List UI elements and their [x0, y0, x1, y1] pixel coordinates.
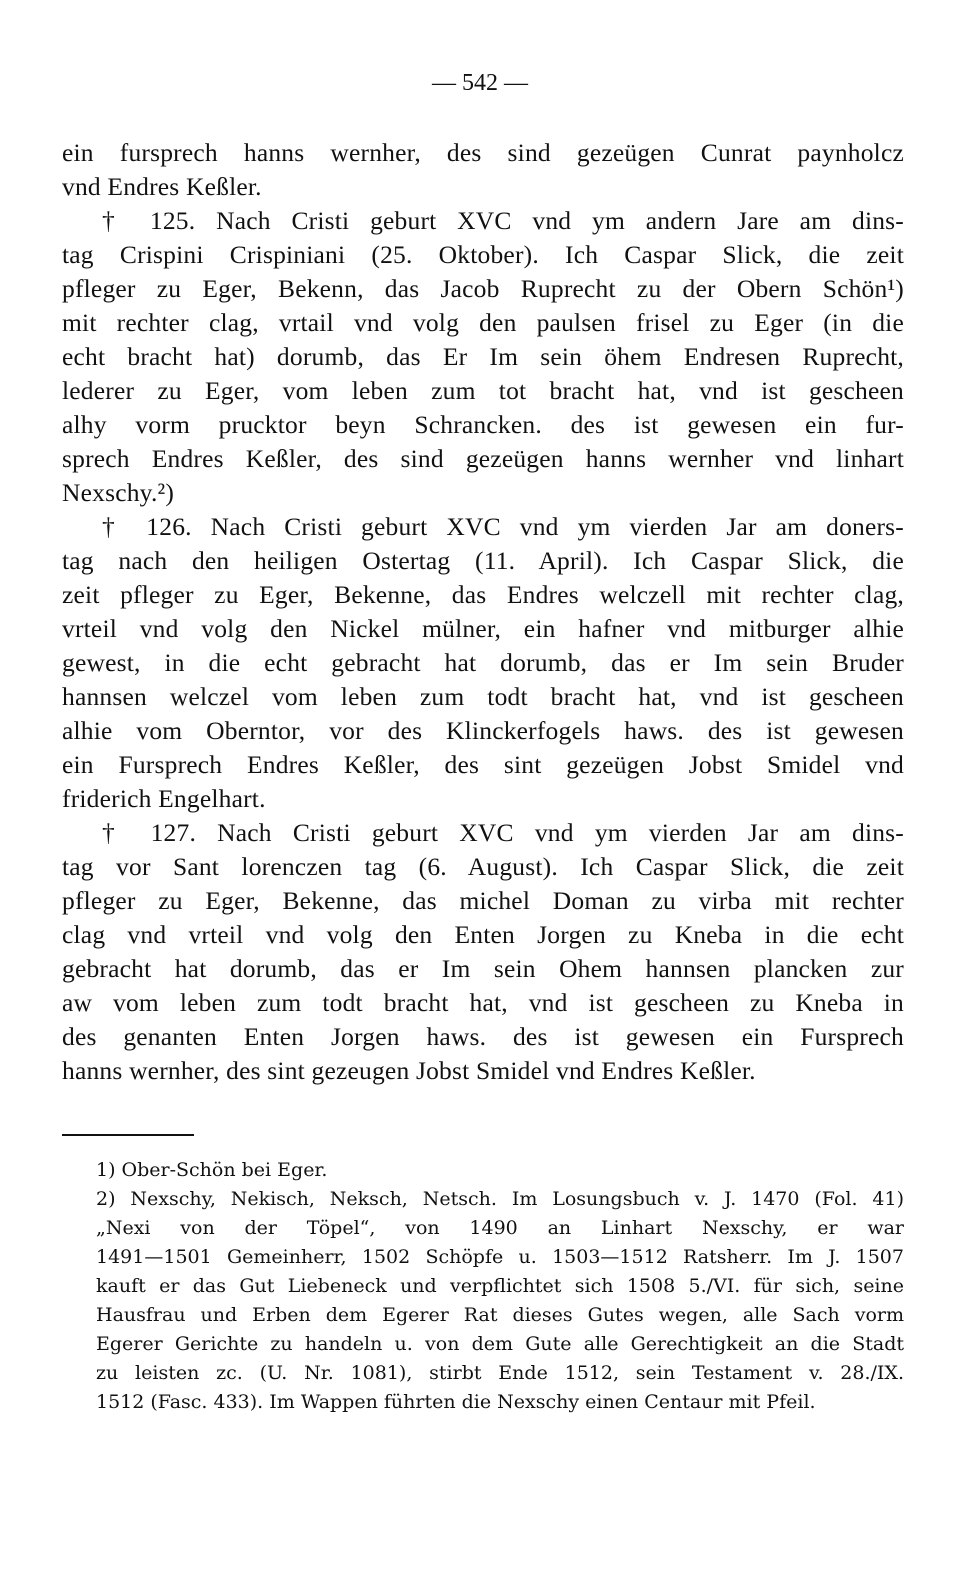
footnote-2-line: „Nexi von der Töpel“, von 1490 an Linhart Nexschy, er war — [96, 1217, 904, 1239]
body-line: zeit pfleger zu Eger, Bekenne, das Endres welczell mit rechter clag, — [62, 580, 904, 609]
page-number: — 542 — — [432, 70, 528, 96]
body-line: alhy vorm prucktor beyn Schrancken. des ist gewesen ein fur- — [62, 410, 904, 439]
body-line: ein Fursprech Endres Keßler, des sint gezeügen Jobst Smidel vnd — [62, 750, 904, 779]
body-line: vnd Endres Keßler. — [62, 172, 262, 201]
body-line: sprech Endres Keßler, des sind gezeügen hanns wernher vnd linhart — [62, 444, 904, 473]
footnote-2-line: 1491—1501 Gemeinherr, 1502 Schöpfe u. 1503—1512 Ratsherr. Im J. 1507 — [96, 1246, 904, 1268]
body-line: gebracht hat dorumb, das er Im sein Ohem hannsen plancken zur — [62, 954, 904, 983]
body-line: vrteil vnd volg den Nickel mülner, ein hafner vnd mitburger alhie — [62, 614, 904, 643]
body-line: lederer zu Eger, vom leben zum tot bracht hat, vnd ist gescheen — [62, 376, 904, 405]
footnotes — [96, 1156, 904, 1417]
body-line: des genanten Enten Jorgen haws. des ist gewesen ein Fursprech — [62, 1022, 904, 1051]
body-line: mit rechter clag, vrtail vnd volg den paulsen frisel zu Eger (in die — [62, 308, 904, 337]
body-line: Nexschy.²) — [62, 478, 175, 507]
footnote-2-line: Hausfrau und Erben dem Egerer Rat dieses Gutes wegen, alle Sach vorm — [96, 1304, 904, 1326]
body-text — [62, 136, 904, 1088]
body-line: tag vor Sant lorenczen tag (6. August). Ich Caspar Slick, die zeit — [62, 852, 904, 881]
body-line: tag nach den heiligen Ostertag (11. April). Ich Caspar Slick, die — [62, 546, 904, 575]
body-line: pfleger zu Eger, Bekenn, das Jacob Ruprecht zu der Obern Schön¹) — [62, 274, 904, 303]
footnote-divider — [62, 1134, 194, 1136]
body-line: echt bracht hat) dorumb, das Er Im sein öhem Endresen Ruprecht, — [62, 342, 904, 371]
body-line: friderich Engelhart. — [62, 784, 266, 813]
footnote-2-line: kauft er das Gut Liebeneck und verpflichtet sich 1508 5./VI. für sich, seine — [96, 1275, 904, 1297]
body-line: clag vnd vrteil vnd volg den Enten Jorgen zu Kneba in die echt — [62, 920, 904, 949]
footnote-2-line: Egerer Gerichte zu handeln u. von dem Gute alle Gerechtigkeit an die Stadt — [96, 1333, 904, 1355]
body-line: gewest, in die echt gebracht hat dorumb, das er Im sein Bruder — [62, 648, 904, 677]
footnote-1: 1) Ober-Schön bei Eger. — [96, 1159, 328, 1181]
entry-126-start: † 126. Nach Cristi geburt XVC vnd ym vierden Jar am doners- — [102, 512, 904, 541]
body-line: hanns wernher, des sint gezeugen Jobst Smidel vnd Endres Keßler. — [62, 1056, 756, 1085]
body-line: tag Crispini Crispiniani (25. Oktober). Ich Caspar Slick, die zeit — [62, 240, 904, 269]
entry-125-start: † 125. Nach Cristi geburt XVC vnd ym andern Jare am dins- — [102, 206, 904, 235]
entry-127-start: † 127. Nach Cristi geburt XVC vnd ym vierden Jar am dins- — [102, 818, 904, 847]
body-line: ein fursprech hanns wernher, des sind gezeügen Cunrat paynholcz — [62, 138, 904, 167]
footnote-2-line: 1512 (Fasc. 433). Im Wappen führten die Nexschy einen Centaur mit Pfeil. — [96, 1391, 816, 1413]
footnote-2-line: zu leisten zc. (U. Nr. 1081), stirbt Ende 1512, sein Testament v. 28./IX. — [96, 1362, 904, 1384]
body-line: hannsen welczel vom leben zum todt bracht hat, vnd ist gescheen — [62, 682, 904, 711]
body-line: alhie vom Oberntor, vor des Klinckerfogels haws. des ist gewesen — [62, 716, 904, 745]
footnote-2-line: 2) Nexschy, Nekisch, Neksch, Netsch. Im Losungsbuch v. J. 1470 (Fol. 41) — [96, 1188, 904, 1210]
body-line: aw vom leben zum todt bracht hat, vnd ist gescheen zu Kneba in — [62, 988, 904, 1017]
body-line: pfleger zu Eger, Bekenne, das michel Doman zu virba mit rechter — [62, 886, 904, 915]
